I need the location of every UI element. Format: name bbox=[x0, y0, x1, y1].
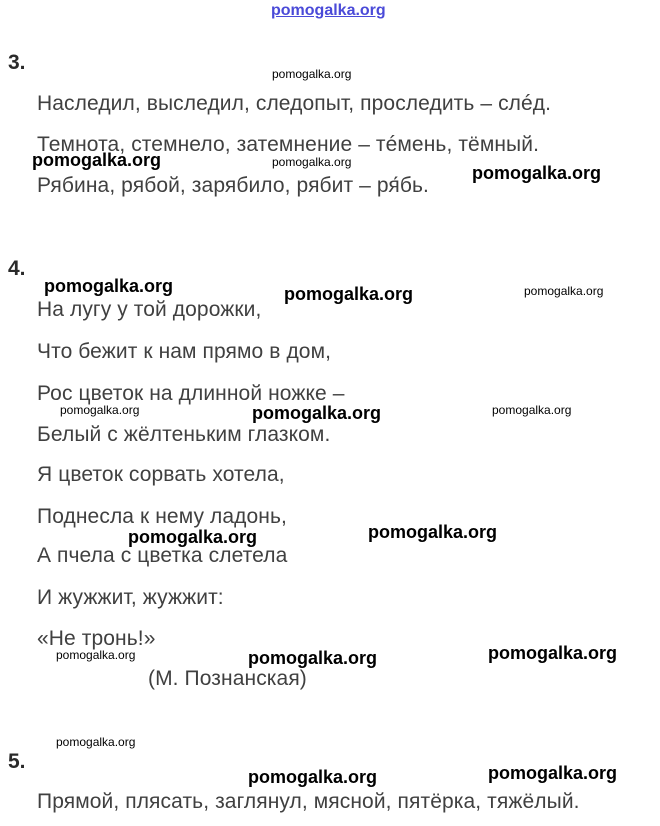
watermark: pomogalka.org bbox=[492, 403, 572, 417]
watermark: pomogalka.org bbox=[272, 67, 352, 81]
poem-line-1: На лугу у той дорожки, bbox=[37, 298, 262, 321]
poem-line-7: А пчела с цветка слетела bbox=[37, 544, 288, 567]
section-3-line-3: Рябина, рябой, зарябило, рябит – ря́бь. bbox=[37, 174, 429, 197]
poem-line-5: Я цветок сорвать хотела, bbox=[37, 463, 285, 486]
watermark: pomogalka.org bbox=[248, 767, 378, 787]
poem-line-9: «Не тронь!» bbox=[37, 627, 156, 650]
section-3-line-2: Темнота, стемнело, затемнение – тéмень, тёмный. bbox=[37, 133, 540, 156]
watermark: pomogalka.org bbox=[56, 648, 136, 662]
watermark: pomogalka.org bbox=[44, 276, 174, 296]
watermark: pomogalka.org bbox=[524, 284, 604, 298]
watermark: pomogalka.org bbox=[248, 648, 378, 668]
watermark: pomogalka.org bbox=[60, 403, 140, 417]
header-watermark: pomogalka.org bbox=[271, 2, 386, 19]
section-3-number: 3. bbox=[8, 51, 26, 74]
watermark: pomogalka.org bbox=[128, 527, 258, 547]
poem-author: (М. Познанская) bbox=[148, 667, 307, 690]
watermark: pomogalka.org bbox=[252, 403, 382, 423]
watermark: pomogalka.org bbox=[32, 150, 162, 170]
watermark: pomogalka.org bbox=[56, 735, 136, 749]
watermark: pomogalka.org bbox=[488, 643, 618, 663]
section-4-number: 4. bbox=[8, 257, 26, 280]
section-3-line-1: Наследил, выследил, следопыт, проследить – слéд. bbox=[37, 92, 552, 115]
watermark: pomogalka.org bbox=[368, 522, 498, 542]
watermark: pomogalka.org bbox=[472, 163, 602, 183]
watermark: pomogalka.org bbox=[272, 155, 352, 169]
poem-line-8: И жужжит, жужжит: bbox=[37, 586, 224, 609]
section-5-number: 5. bbox=[8, 750, 26, 773]
poem-line-2: Что бежит к нам прямо в дом, bbox=[37, 340, 332, 363]
watermark: pomogalka.org bbox=[284, 284, 414, 304]
poem-line-6: Поднесла к нему ладонь, bbox=[37, 505, 287, 528]
poem-line-4: Белый с жёлтеньким глазком. bbox=[37, 423, 331, 446]
poem-line-3: Рос цветок на длинной ножке – bbox=[37, 382, 345, 405]
section-5-line-1: Прямой, плясать, заглянул, мясной, пятёрка, тяжёлый. bbox=[37, 790, 580, 813]
watermark: pomogalka.org bbox=[488, 763, 618, 783]
